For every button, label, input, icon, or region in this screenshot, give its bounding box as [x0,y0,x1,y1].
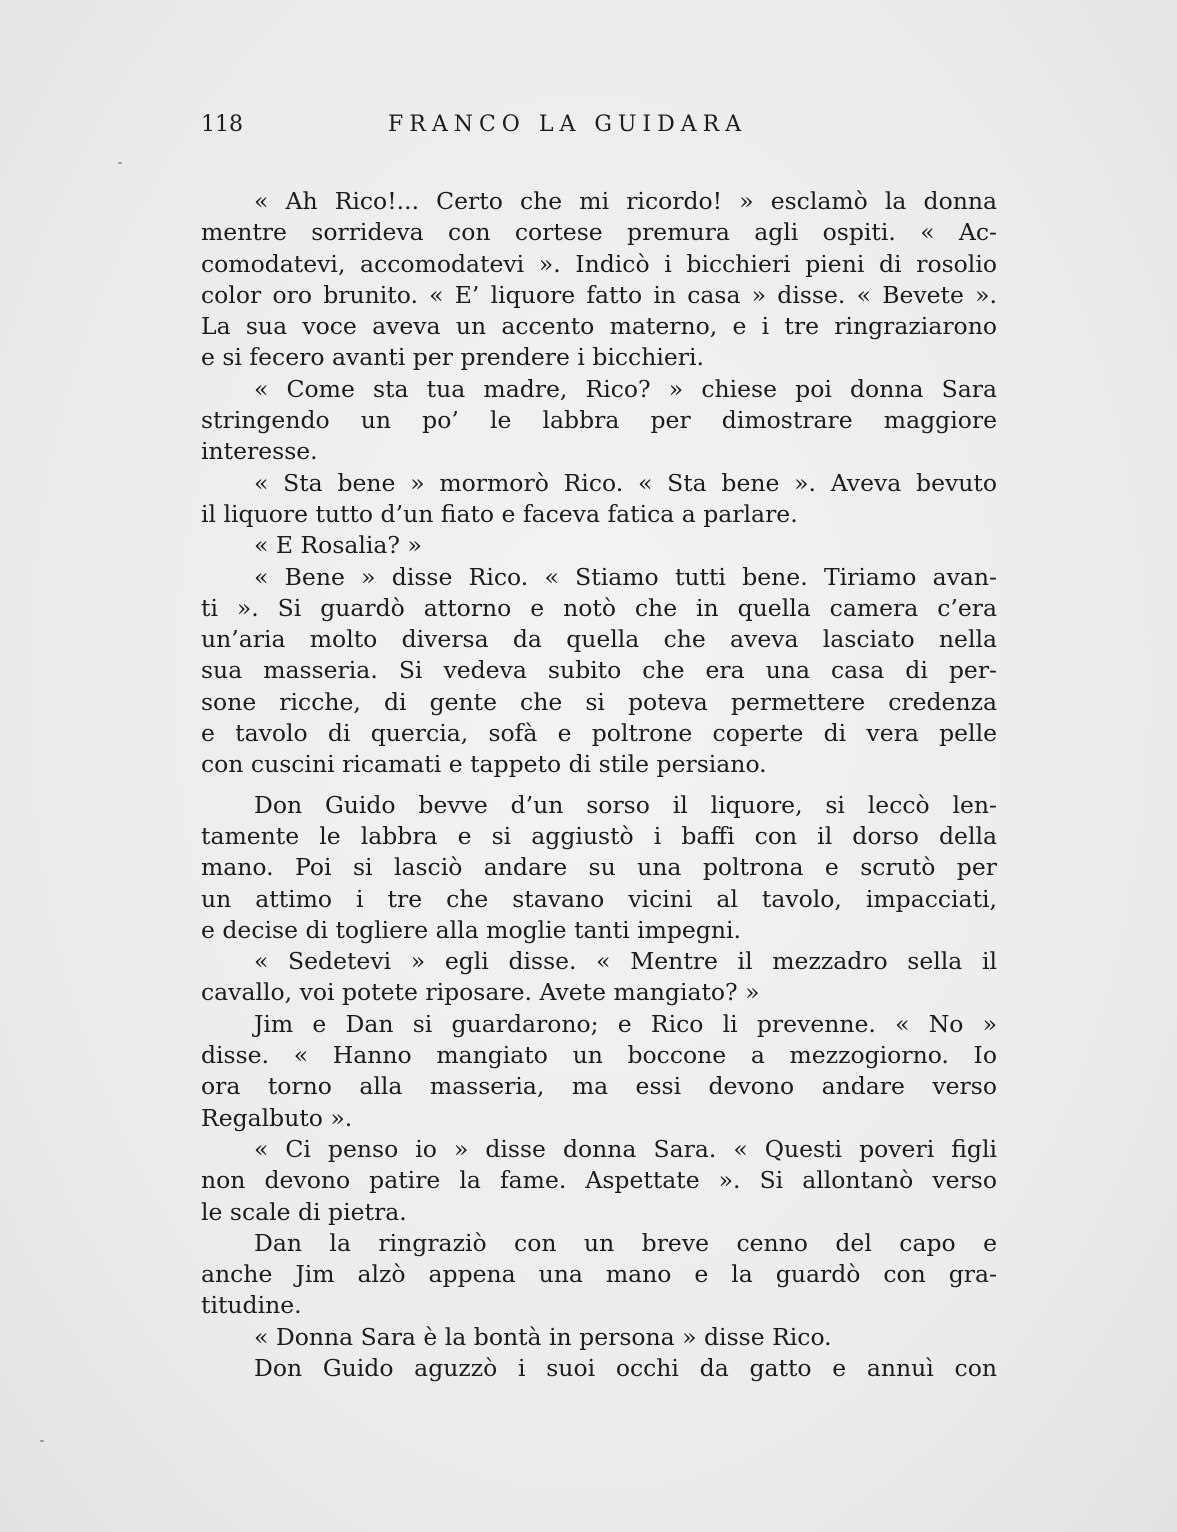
text-line: Don Guido aguzzò i suoi occhi da gatto e annuì con [254,1353,997,1382]
text-line: anche Jim alzò appena una mano e la guardò con gra- [201,1260,997,1289]
text-line: Don Guido bevve d’un sorso il liquore, si leccò len- [254,790,997,819]
text-line: Dan la ringraziò con un breve cenno del capo e [254,1228,997,1257]
text-line: « E Rosalia? » [254,531,422,560]
text-line: « Donna Sara è la bontà in persona » disse Rico. [254,1322,832,1351]
text-line: « Ah Rico!... Certo che mi ricordo! » esclamò la donna [254,187,997,215]
text-line: ora torno alla masseria, ma essi devono andare verso [201,1072,997,1101]
text-line: il liquore tutto d’un fiato e faceva fatica a parlare. [201,499,798,528]
paragraph-gap [201,781,997,790]
text-line: con cuscini ricamati e tappeto di stile persiano. [201,750,767,779]
text-line: comodatevi, accomodatevi ». Indicò i bicchieri pieni di rosolio [201,249,997,278]
text-line: e tavolo di quercia, sofà e poltrone coperte di vera pelle [201,719,997,748]
running-head: FRANCO LA GUIDARA [388,112,748,137]
text-line: La sua voce aveva un accento materno, e i tre ringraziarono [201,312,997,341]
text-line: un’aria molto diversa da quella che aveva lasciato nella [201,625,997,654]
text-line: sua masseria. Si vedeva subito che era una casa di per- [201,656,997,685]
text-line: cavallo, voi potete riposare. Avete mangiato? » [201,978,760,1007]
text-line: non devono patire la fame. Aspettate ». Si allontanò verso [201,1166,997,1195]
text-line: mano. Poi si lasciò andare su una poltrona e scrutò per [201,853,997,882]
text-line: mentre sorrideva con cortese premura agli ospiti. « Ac- [201,218,997,247]
text-line: color oro brunito. « E’ liquore fatto in casa » disse. « Bevete ». [201,280,997,309]
body-text [201,186,997,1384]
text-line: stringendo un po’ le labbra per dimostrare maggiore [201,406,997,435]
text-line: « Sta bene » mormorò Rico. « Sta bene ». Aveva bevuto [254,468,997,497]
text-line: « Bene » disse Rico. « Stiamo tutti bene. Tiriamo avan- [254,562,997,591]
page-number: 118 [201,112,243,137]
text-line: interesse. [201,437,318,466]
text-line: Jim e Dan si guardarono; e Rico li prevenne. « No » [254,1009,997,1038]
text-line: un attimo i tre che stavano vicini al tavolo, impacciati, [201,884,997,913]
text-line: Regalbuto ». [201,1103,353,1132]
text-line: ti ». Si guardò attorno e notò che in quella camera c’era [201,593,997,622]
page-header [201,112,797,146]
text-line: e decise di togliere alla moglie tanti impegni. [201,915,741,944]
paper-speck [40,1440,44,1442]
text-line: « Ci penso io » disse donna Sara. « Questi poveri figli [254,1134,997,1163]
text-line: tamente le labbra e si aggiustò i baffi con il dorso della [201,821,997,850]
text-line: le scale di pietra. [201,1197,407,1226]
text-line: disse. « Hanno mangiato un boccone a mezzogiorno. Io [201,1041,997,1070]
text-line: e si fecero avanti per prendere i bicchieri. [201,343,704,372]
text-line: titudine. [201,1291,302,1320]
text-line: « Sedetevi » egli disse. « Mentre il mezzadro sella il [254,947,997,976]
text-line: sone ricche, di gente che si poteva permettere credenza [201,687,997,716]
text-line: « Come sta tua madre, Rico? » chiese poi donna Sara [254,374,997,403]
paper-speck [118,162,122,164]
